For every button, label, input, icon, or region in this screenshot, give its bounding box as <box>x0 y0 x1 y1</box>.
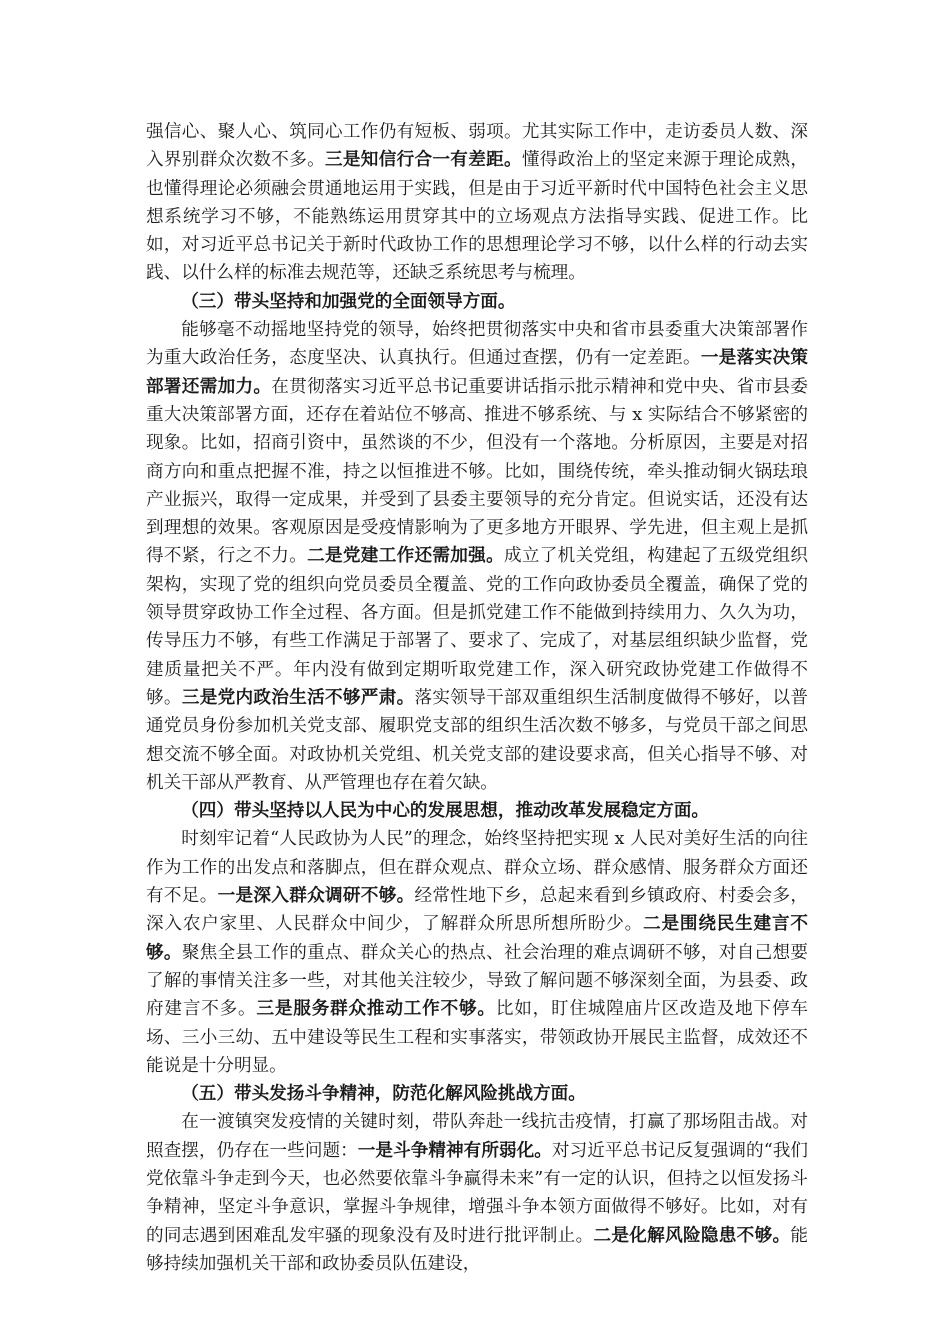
section-heading-4: （四）带头坚持以人民为中心的发展思想，推动改革发展稳定方面。 <box>181 800 710 822</box>
paragraph-section-4 <box>146 825 808 1080</box>
text-segment: 对习近平总书记反复强调的“我们党依靠斗争走到今天，也必然要依靠斗争赢得未来”有一定的认识，但持之以恒发扬斗争精神，坚定斗争意识，掌握斗争规律，增强斗争本领方面做得不够好。比如，对有的同志遇到困难乱发牢骚的现象没有及时进行批评制止。 <box>146 1140 808 1246</box>
text-segment: 比如，盯住城隍庙片区改造及地下停车场、三小三幼、五中建设等民生工程和实事落实，带领政协开展民主监督，成效还不能说是十分明显。 <box>146 999 808 1076</box>
bold-point-heading: 一是落实决策部署还需加力。 <box>146 347 808 397</box>
text-segment: 在一渡镇突发疫情的关键时刻，带队奔赴一线抗击疫情，打赢了那场阻击战。对照查摆，仍存在一些问题： <box>146 1112 808 1161</box>
bold-point-heading: 一是深入群众调研不够。 <box>217 885 415 907</box>
text-segment: 在贯彻落实习近平总书记重要讲话指示批示精神和党中央、省市县委重大决策部署方面，还存在着站位不够高、推进不够系统、与 x 实际结合不够紧密的现象。比如，招商引资中，虽然谈的不少，但没有一个落地。分析原因，主要是对招商方向和重点把握不准，持之以恒推进不够。比如，围绕传统，牵头推动铜火锅珐琅产业振兴，取得一定成果，并受到了县委主要领导的充分肯定。但说实话，还没有达到理想的效果。客观原因是受疫情影响为了更多地方开眼界、学先进，但主观上是抓得不紧，行之不力。 <box>146 376 808 567</box>
text-segment: 时刻牢记着“人民政协为人民”的理念，始终坚持把实现 x 人民对美好生活的向往作为工作的出发点和落脚点，但在群众观点、群众立场、群众感情、服务群众方面还有不足。 <box>146 829 808 907</box>
text-segment: 懂得政治上的坚定来源于理论成熟，也懂得理论必须融会贯通地运用于实践，但是由于习近平新时代中国特色社会主义思想系统学习不够，不能熟练运用贯穿其中的立场观点方法指导实践、促进工作。比如，对习近平总书记关于新时代政协工作的思想理论学习不够，以什么样的行动去实践、以什么样的标准去规范等，还缺乏系统思考与梳理。 <box>146 150 808 284</box>
text-segment: 能够持续加强机关干部和政协委员队伍建设， <box>146 1225 808 1274</box>
bold-point-heading: 二是党建工作还需加强。 <box>307 545 504 567</box>
bold-point-heading: 三是服务群众推动工作不够。 <box>256 998 496 1020</box>
bold-point-heading: 二是化解风险隐患不够。 <box>593 1224 791 1246</box>
document-page <box>146 118 808 1278</box>
section-heading-5: （五）带头发扬斗争精神，防范化解风险挑战方面。 <box>181 1083 586 1105</box>
bold-point-heading: 三是党内政治生活不够严肃。 <box>181 686 415 708</box>
text-segment: 能够毫不动摇地坚持党的领导，始终把贯彻落实中央和省市县委重大决策部署作为重大政治任务，态度坚决、认真执行。但通过查摆，仍有一定差距。 <box>146 320 808 369</box>
paragraph-continuation <box>146 118 808 288</box>
bold-point-heading: 三是知信行合一有差距。 <box>325 149 522 171</box>
text-segment: 强信心、聚人心、筑同心工作仍有短板、弱项。尤其实际工作中，走访委员人数、深入界别群众次数不多。 <box>146 122 808 171</box>
paragraph-section-5 <box>146 1108 808 1278</box>
text-segment: 成立了机关党组，构建起了五级党组织架构，实现了党的组织向党员委员全覆盖、党的工作向政协委员全覆盖，确保了党的领导贯穿政协工作全过程、各方面。但是抓党建工作不能做到持续用力、久久为功，传导压力不够，有些工作满足于部署了、要求了、完成了，对基层组织缺少监督，党建质量把关不严。年内没有做到定期听取党建工作，深入研究政协党建工作做得不够。 <box>146 546 808 708</box>
bold-point-heading: 一是斗争精神有所弱化。 <box>357 1139 552 1161</box>
paragraph-section-3 <box>146 316 808 797</box>
bold-point-heading: 二是围绕民生建言不够。 <box>146 913 808 963</box>
text-segment: 聚焦全县工作的重点、群众关心的热点、社会治理的难点调研不够，对自己想要了解的事情关注多一些，对其他关注较少，导致了解问题不够深刻全面，为县委、政府建言不多。 <box>146 942 808 1020</box>
text-segment: 经常性地下乡，总起来看到乡镇政府、村委会多，深入农户家里、人民群众中间少，了解群众所思所想所盼少。 <box>146 886 808 935</box>
section-heading-3: （三）带头坚持和加强党的全面领导方面。 <box>181 290 516 312</box>
text-segment: 落实领导干部双重组织生活制度做得不够好，以普通党员身份参加机关党支部、履职党支部的组织生活次数不够多，与党员干部之间思想交流不够全面。对政协机关党组、机关党支部的建设要求高，但关心指导不够、对机关干部从严教育、从严管理也存在着欠缺。 <box>146 687 808 793</box>
